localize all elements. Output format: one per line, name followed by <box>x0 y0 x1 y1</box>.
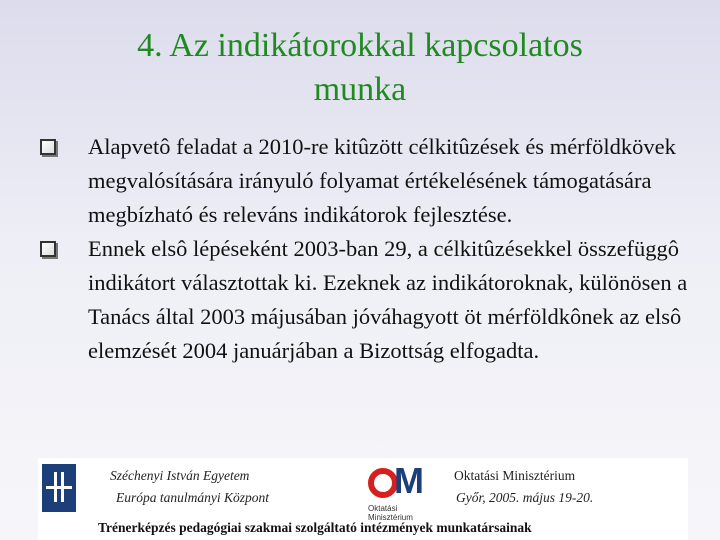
event-place-date: Győr, 2005. május 19-20. <box>456 490 594 505</box>
om-caption-line-2: Minisztérium <box>368 513 413 522</box>
bullet-list <box>40 130 690 458</box>
university-subtitle: Európa tanulmányi Központ <box>116 490 270 505</box>
training-banner-text: Trénerképzés pedagógiai szakmai szolgáltató intézmények munkatársainak <box>98 520 532 535</box>
slide-title-line-2: munka <box>313 71 407 108</box>
footer-banner <box>38 458 688 540</box>
square-bullet-icon <box>40 241 56 257</box>
slide-title <box>40 24 680 112</box>
ministry-name: Oktatási Minisztérium <box>454 468 576 483</box>
bullet-text-2: Ennek elsô lépéseként 2003-ban 29, a célkitûzésekkel összefüggô indikátort választottak ki. Ezeknek az indikátoroknak, különösen a Tanács által 2003 májusában jóváhagyott öt mérföldkônek az elsô elemzését 2004 januárjában a Bizottság elfogadta. <box>88 236 688 363</box>
om-logo-letter: M <box>394 460 424 501</box>
bullet-item-1 <box>40 130 690 232</box>
square-bullet-icon <box>40 139 56 155</box>
bullet-item-2 <box>40 232 690 368</box>
om-logo-icon <box>368 460 426 506</box>
university-name: Széchenyi István Egyetem <box>110 468 250 483</box>
om-caption-line-1: Oktatási <box>368 504 398 513</box>
slide-title-line-1: 4. Az indikátorokkal kapcsolatos <box>137 27 583 64</box>
bullet-text-1: Alapvetô feladat a 2010-re kitûzött célkitûzések és mérföldkövek megvalósítására irányuló folyamat értékelésének támogatására megbízható és releváns indikátorok fejlesztése. <box>88 134 676 227</box>
university-logo-icon <box>42 464 76 512</box>
